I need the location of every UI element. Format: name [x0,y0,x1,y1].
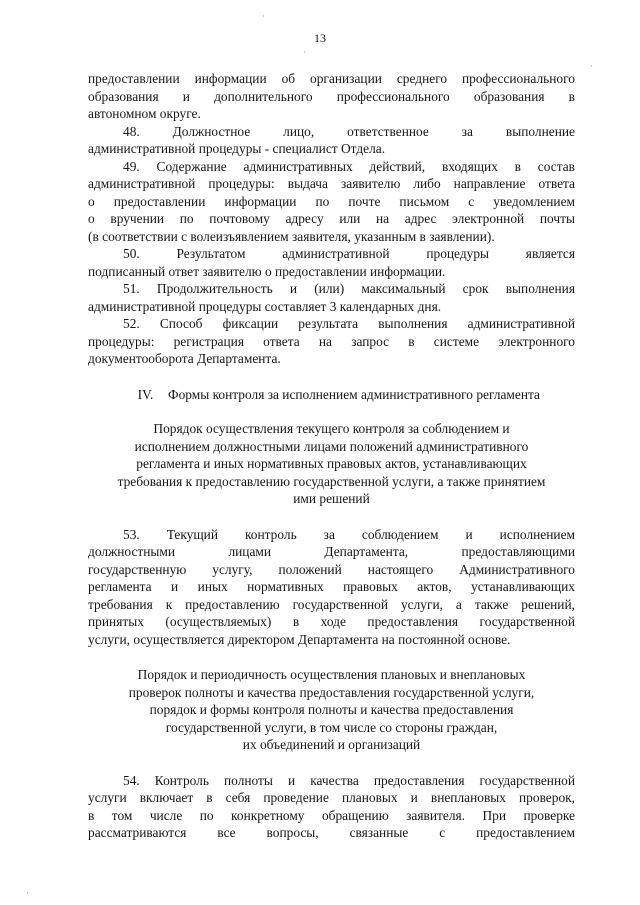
scan-speck: · [262,11,265,21]
paragraph-51-line: 51. Продолжительность и (или) максимальный срок выполнения [123,281,575,296]
text-line: подписанный ответ заявителю о предоставлении информации. [88,263,446,279]
text-line: административной процедуры: выдача заявителю либо направление ответа [88,176,575,191]
scan-speck: · [303,47,306,57]
section-heading [88,386,575,404]
paragraph-54-line: 54. Контроль полноты и качества предоставления государственной [123,772,575,788]
heading-line: исполнением должностными лицами положений административного [134,438,529,454]
heading-line: регламента и иных нормативных правовых актов, устанавливающих [136,456,527,471]
text-line: государственную услугу, положений настоящего Административного [88,561,575,577]
spacer [88,648,575,666]
paragraph-52-line: 52. Способ фиксации результата выполнения административной [123,316,575,331]
heading-line: государственной услуги, в том числе со стороны граждан, [165,719,498,735]
text-line: рассматриваются все вопросы, связанные с предоставлением [88,825,575,840]
paragraph-53-line: 53. Текущий контроль за соблюдением и исполнением [123,526,575,542]
text-line: документооборота Департамента. [88,351,281,366]
heading-line: Порядок и периодичность осуществления плановых и внеплановых [137,667,526,682]
paragraph-48-line: 48. Должностное лицо, ответственное за выполнение [123,123,575,139]
text-line: административной процедуры составляет 3 календарных дня. [88,298,442,314]
text-line: образования и дополнительного профессионального образования в [88,88,575,104]
section-number: IV. [137,386,154,402]
text-line: административной процедуры - специалист Отдела. [88,141,386,156]
section-title: Формы контроля за исполнением административного регламента [168,386,540,402]
text-line: регламента и иных нормативных правовых актов, устанавливающих [88,579,575,594]
scan-speck: · [26,888,29,898]
text-line: о вручении по почтовому адресу или на адрес электронной почты [88,211,575,226]
text-line: процедуры: регистрация ответа на запрос в системе электронного [88,333,575,349]
paragraph-50-line: 50. Результатом административной процедуры является [123,246,575,261]
subsection-heading-inspections [94,666,569,754]
heading-line: ими решений [293,491,370,506]
text-line: о предоставлении информации по почте письмом с уведомлением [88,193,575,209]
text-line: предоставлении информации об организации среднего профессионального [88,71,575,86]
text-line: в том числе по конкретному обращению заявителя. При проверке [88,807,575,823]
text-line: требования к предоставлению государственной услуги, а также решений, [88,596,575,612]
subsection-heading-current-control [94,420,569,508]
spacer [88,754,575,772]
paragraph-49-line: 49. Содержание административных действий, входящих в состав [123,158,575,174]
heading-line: проверок полноты и качества предоставления государственной услуги, [128,684,535,700]
heading-line: их объединений и организаций [242,737,421,752]
scan-speck: · [590,61,593,71]
text-line: услуги включает в себя проведение плановых и внеплановых проверок, [88,790,575,805]
heading-line: порядок и формы контроля полноты и качества предоставления [149,702,514,717]
page-number: 13 [314,31,326,45]
document-body [88,70,575,842]
heading-line: Порядок осуществления текущего контроля за соблюдением и [153,421,510,436]
text-line: принятых (осуществляемых) в ходе предоставления государственной [88,614,575,629]
heading-line: требования к предоставлению государственной услуги, а также принятием [117,473,546,489]
text-line: услуги, осуществляется директором Департамента на постоянной основе. [88,631,511,647]
text-line: должностными лицами Департамента, предоставляющими [88,544,575,559]
text-line: (в соответствии с волеизъявлением заявителя, указанным в заявлении). [88,228,495,244]
spacer [88,508,575,526]
text-line: автономном округе. [88,106,201,121]
